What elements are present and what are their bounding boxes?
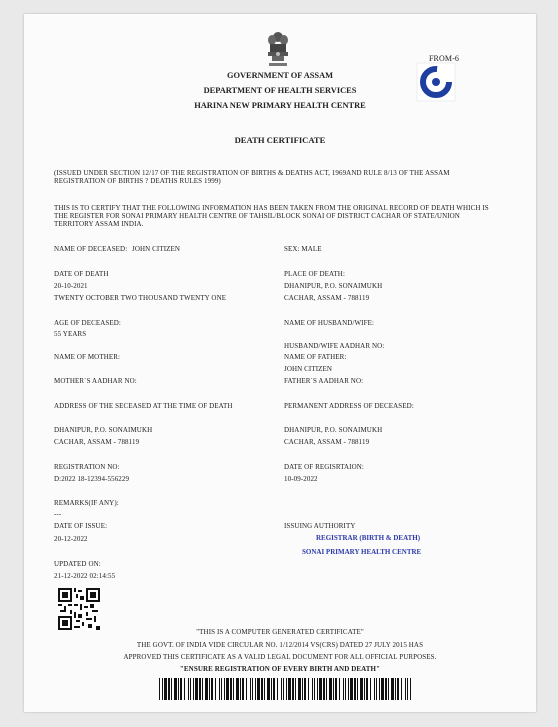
age-label: AGE OF DECEASED: bbox=[54, 319, 121, 327]
date-of-death-label: DATE OF DEATH bbox=[54, 270, 109, 278]
address-line2: CACHAR, ASSAM - 788119 bbox=[54, 438, 140, 446]
date-of-issue-value: 20-12-2022 bbox=[54, 535, 88, 543]
remarks-label: REMARKS(IF ANY): bbox=[54, 499, 119, 507]
address-label: ADDRESS OF THE SECEASED AT THE TIME OF DEATH bbox=[54, 402, 233, 410]
health-centre-heading: HARINA NEW PRIMARY HEALTH CENTRE bbox=[194, 101, 366, 110]
permanent-address-line2: CACHAR, ASSAM - 788119 bbox=[284, 438, 370, 446]
date-of-death-words: TWENTY OCTOBER TWO THOUSAND TWENTY ONE bbox=[54, 294, 227, 302]
issuing-authority-label: ISSUING AUTHORITY bbox=[284, 522, 356, 530]
deceased-label: NAME OF DECEASED: bbox=[54, 245, 128, 253]
place-of-death-line1: DHANIPUR, P.O. SONAIMUKH bbox=[284, 282, 383, 290]
mother-label: NAME OF MOTHER: bbox=[54, 353, 121, 361]
date-of-registration-label: DATE OF REGISRTAION: bbox=[284, 463, 364, 471]
issued-under-line2: REGISTRATION OF BIRTHS ? DEATHS RULES 1999) bbox=[54, 177, 221, 185]
issued-under-line1: (ISSUED UNDER SECTION 12/17 OF THE REGISTRATION OF BIRTHS & DEATHS ACT, 1969AND RULE 8/13 OF THE ASSAM bbox=[54, 169, 450, 177]
father-value: JOHN CITIZEN bbox=[284, 365, 333, 373]
father-aadhar-label: FATHER`S AADHAR NO: bbox=[284, 377, 364, 385]
place-of-death-line2: CACHAR, ASSAM - 788119 bbox=[284, 294, 370, 302]
date-of-registration-value: 10-09-2022 bbox=[284, 475, 318, 483]
updated-on-label: UPDATED ON: bbox=[54, 560, 101, 568]
father-label: NAME OF FATHER: bbox=[284, 353, 347, 361]
barcode-icon bbox=[159, 678, 413, 700]
sonai-centre-label: SONAI PRIMARY HEALTH CENTRE bbox=[302, 548, 422, 556]
qr-code-icon bbox=[58, 588, 100, 630]
place-of-death-label: PLACE OF DEATH: bbox=[284, 270, 346, 278]
computer-generated-note: "THIS IS A COMPUTER GENERATED CERTIFICATE" bbox=[196, 628, 364, 636]
govt-heading: GOVERNMENT OF ASSAM bbox=[226, 71, 334, 80]
sex-label: SEX: MALE bbox=[284, 245, 322, 253]
husband-wife-aadhar-label: HUSBAND/WIFE AADHAR NO: bbox=[284, 342, 385, 350]
registration-no-value: D:2022 18-12394-556229 bbox=[54, 475, 130, 483]
certify-line2: THE REGISTER FOR SONAI PRIMARY HEALTH CENTRE OF TAHSIL/BLOCK SONAI OF DISTRICT CACHAR OF STATE/UNION bbox=[54, 212, 460, 220]
certificate-sheet bbox=[24, 14, 536, 712]
date-of-death-value: 20-10-2021 bbox=[54, 282, 88, 290]
mother-aadhar-label: MOTHER`S AADHAR NO: bbox=[54, 377, 137, 385]
registrar-label: REGISTRAR (BIRTH & DEATH) bbox=[316, 534, 421, 542]
registration-logo-icon bbox=[416, 62, 456, 102]
certificate-title: DEATH CERTIFICATE bbox=[234, 135, 326, 145]
department-heading: DEPARTMENT OF HEALTH SERVICES bbox=[203, 86, 357, 95]
deceased-value: JOHN CITIZEN bbox=[132, 245, 181, 253]
date-of-issue-label: DATE OF ISSUE: bbox=[54, 522, 108, 530]
updated-on-value: 21-12-2022 02:14:55 bbox=[54, 572, 116, 580]
approved-note: APPROVED THIS CERTIFICATE AS A VALID LEGAL DOCUMENT FOR ALL OFFICIAL PURPOSES. bbox=[123, 653, 437, 661]
certify-line3: TERRITORY ASSAM INDIA. bbox=[54, 220, 144, 228]
permanent-address-line1: DHANIPUR, P.O. SONAIMUKH bbox=[284, 426, 383, 434]
address-line1: DHANIPUR, P.O. SONAIMUKH bbox=[54, 426, 153, 434]
ensure-registration-note: "ENSURE REGISTRATION OF EVERY BIRTH AND DEATH" bbox=[179, 665, 381, 673]
form-number: FROM-6 bbox=[429, 54, 459, 63]
age-value: 55 YEARS bbox=[54, 330, 87, 338]
remarks-value: --- bbox=[54, 510, 62, 518]
certify-line1: THIS IS TO CERTIFY THAT THE FOLLOWING INFORMATION HAS BEEN TAKEN FROM THE ORIGINAL RECORD OF DEATH WHICH IS bbox=[54, 204, 489, 212]
govt-circular-note: THE GOVT. OF INDIA VIDE CIRCULAR NO. 1/12/2014 VS(CRS) DATED 27 JULY 2015 HAS bbox=[136, 641, 424, 649]
husband-wife-label: NAME OF HUSBAND/WIFE: bbox=[284, 319, 374, 327]
national-emblem-icon bbox=[263, 30, 293, 70]
permanent-address-label: PERMANENT ADDRESS OF DECEASED: bbox=[284, 402, 414, 410]
registration-no-label: REGISTRATION NO: bbox=[54, 463, 120, 471]
